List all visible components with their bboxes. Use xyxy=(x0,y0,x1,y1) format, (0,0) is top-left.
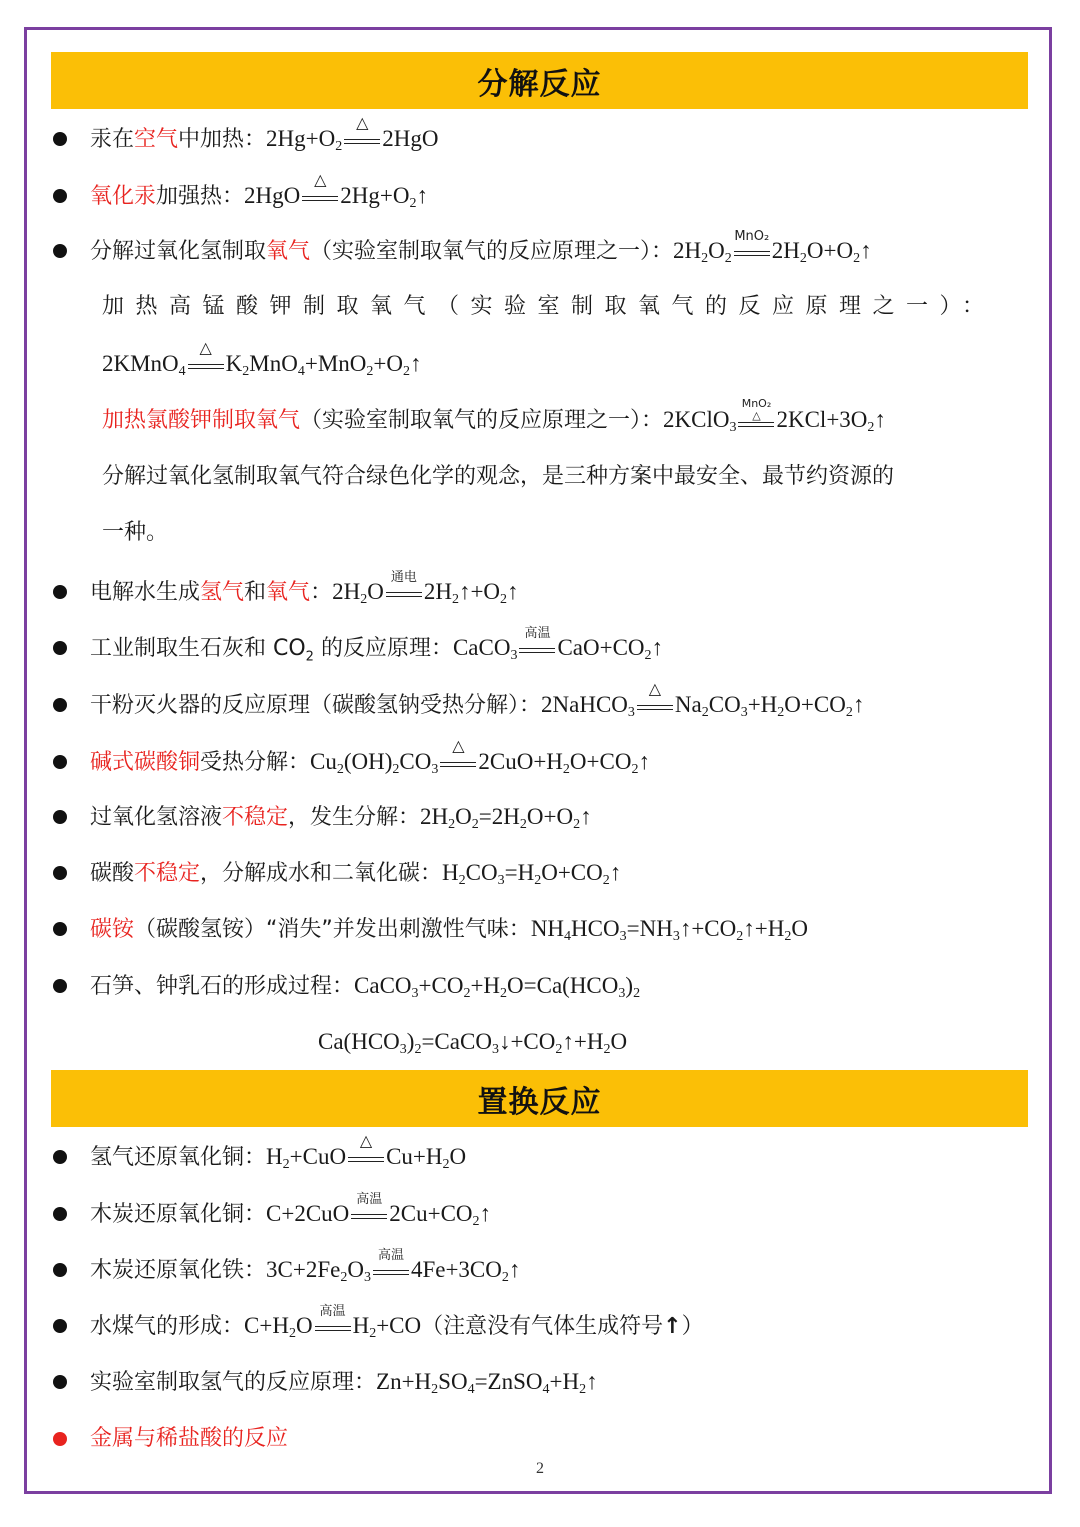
bullet-icon xyxy=(53,698,67,712)
list-item: 金属与稀盐酸的反应 xyxy=(90,1419,1030,1459)
list-item: 木炭还原氧化铜：C+2CuO 高温 $2Cu+CO_2↑$ xyxy=(90,1194,1030,1234)
bullet-icon xyxy=(53,1207,67,1221)
list-item: 氧化汞加强热：2HgO △ $2Hg+O_2↑$ xyxy=(90,176,1030,216)
bullet-icon xyxy=(53,1432,67,1446)
equation: $2H_2O_2$ MnO₂ $2H_2O+O_2↑$ xyxy=(673,229,872,266)
page-number: 2 xyxy=(536,1460,544,1477)
bullet-icon xyxy=(53,1263,67,1277)
list-item: 碳酸不稳定，分解成水和二氧化碳：$H_2CO_3=H_2O+CO_2↑$ xyxy=(90,853,1030,893)
list-item-continuation: 加热高锰酸钾制取氧气（实验室制取氧气的反应原理之一）： xyxy=(102,294,996,319)
bullet-icon xyxy=(53,810,67,824)
list-item: 碱式碳酸铜受热分解：$Cu_2(OH)_2CO_3$ △ $2CuO+H_2O+CO_2↑$ xyxy=(90,742,1030,782)
list-item: 水煤气的形成：$C+H_2O$ 高温 $H_2+CO$（注意没有气体生成符号↑） xyxy=(90,1306,1030,1346)
list-item-continuation: 加热氯酸钾制取氧气（实验室制取氧气的反应原理之一）：2KClO$_3$ MnO₂ △ $2KCl+3O_2↑$ xyxy=(102,397,886,435)
bullet-icon xyxy=(53,1375,67,1389)
section-title-decomposition: 分解反应 xyxy=(51,52,1028,109)
bullet-icon xyxy=(53,641,67,655)
equation-line: $Ca(HCO_3)_2=CaCO_3↓+CO_2↑+H_2O$ xyxy=(318,1029,628,1057)
bullet-icon xyxy=(53,244,67,258)
list-item: 分解过氧化氢制取氧气（实验室制取氧气的反应原理之一）：$2H_2O_2$ MnO₂ $2H_2O+O_2↑$ xyxy=(90,231,1030,271)
bullet-icon xyxy=(53,1150,67,1164)
bullet-icon xyxy=(53,189,67,203)
list-item: 电解水生成氢气和氧气：$2H_2O$ 通电 $2H_2↑+O_2↑$ xyxy=(90,572,1030,612)
list-item: 石笋、钟乳石的形成过程：$CaCO_3+CO_2+H_2O=Ca(HCO_3)_2$ xyxy=(90,966,1030,1006)
list-item: 氢气还原氧化铜：$H_2+CuO$ △ $Cu+H_2O$ xyxy=(90,1137,1030,1177)
heat-condition: △ xyxy=(342,119,382,159)
list-item-continuation: 一种。 xyxy=(102,520,169,545)
list-item: 干粉灭火器的反应原理（碳酸氢钠受热分解）：2NaHCO$_3$ △ $Na_2CO_3+H_2O+CO_2↑$ xyxy=(90,685,1030,725)
equation: 2HgO △ $2Hg+O_2↑$ xyxy=(244,170,428,211)
equation: $2Hg+O_2$ △ 2HgO xyxy=(266,126,438,151)
bullet-icon xyxy=(53,132,67,146)
section-title-replacement: 置换反应 xyxy=(51,1070,1028,1127)
bullet-icon xyxy=(53,922,67,936)
bullet-icon xyxy=(53,755,67,769)
list-item: 实验室制取氢气的反应原理：$Zn+H_2SO_4=ZnSO_4+H_2↑$ xyxy=(90,1362,1030,1402)
list-item: 过氧化氢溶液不稳定，发生分解：$2H_2O_2=2H_2O+O_2↑$ xyxy=(90,797,1030,837)
list-item: 碳铵（碳酸氢铵）“消失”并发出刺激性气味：$NH_4HCO_3=NH_3↑+CO_2↑+H_2O$ xyxy=(90,909,1030,949)
list-item-continuation: 分解过氧化氢制取氧气符合绿色化学的观念，是三种方案中最安全、最节约资源的 xyxy=(102,464,895,489)
bullet-icon xyxy=(53,979,67,993)
bullet-icon xyxy=(53,585,67,599)
list-item: 汞在空气中加热：$2Hg+O_2$ △ 2HgO xyxy=(90,119,1030,159)
equation-line: 2KMnO$_4$ △ $K_2MnO_4+MnO_2+O_2↑$ xyxy=(102,338,422,379)
list-item: 木炭还原氧化铁：$3C+2Fe_2O_3$ 高温 $4Fe+3CO_2↑$ xyxy=(90,1250,1030,1290)
bullet-icon xyxy=(53,866,67,880)
list-item: 工业制取生石灰和 $CO_2$ 的反应原理：CaCO$_3$ 高温 $CaO+CO_2↑$ xyxy=(90,628,1030,668)
bullet-icon xyxy=(53,1319,67,1333)
